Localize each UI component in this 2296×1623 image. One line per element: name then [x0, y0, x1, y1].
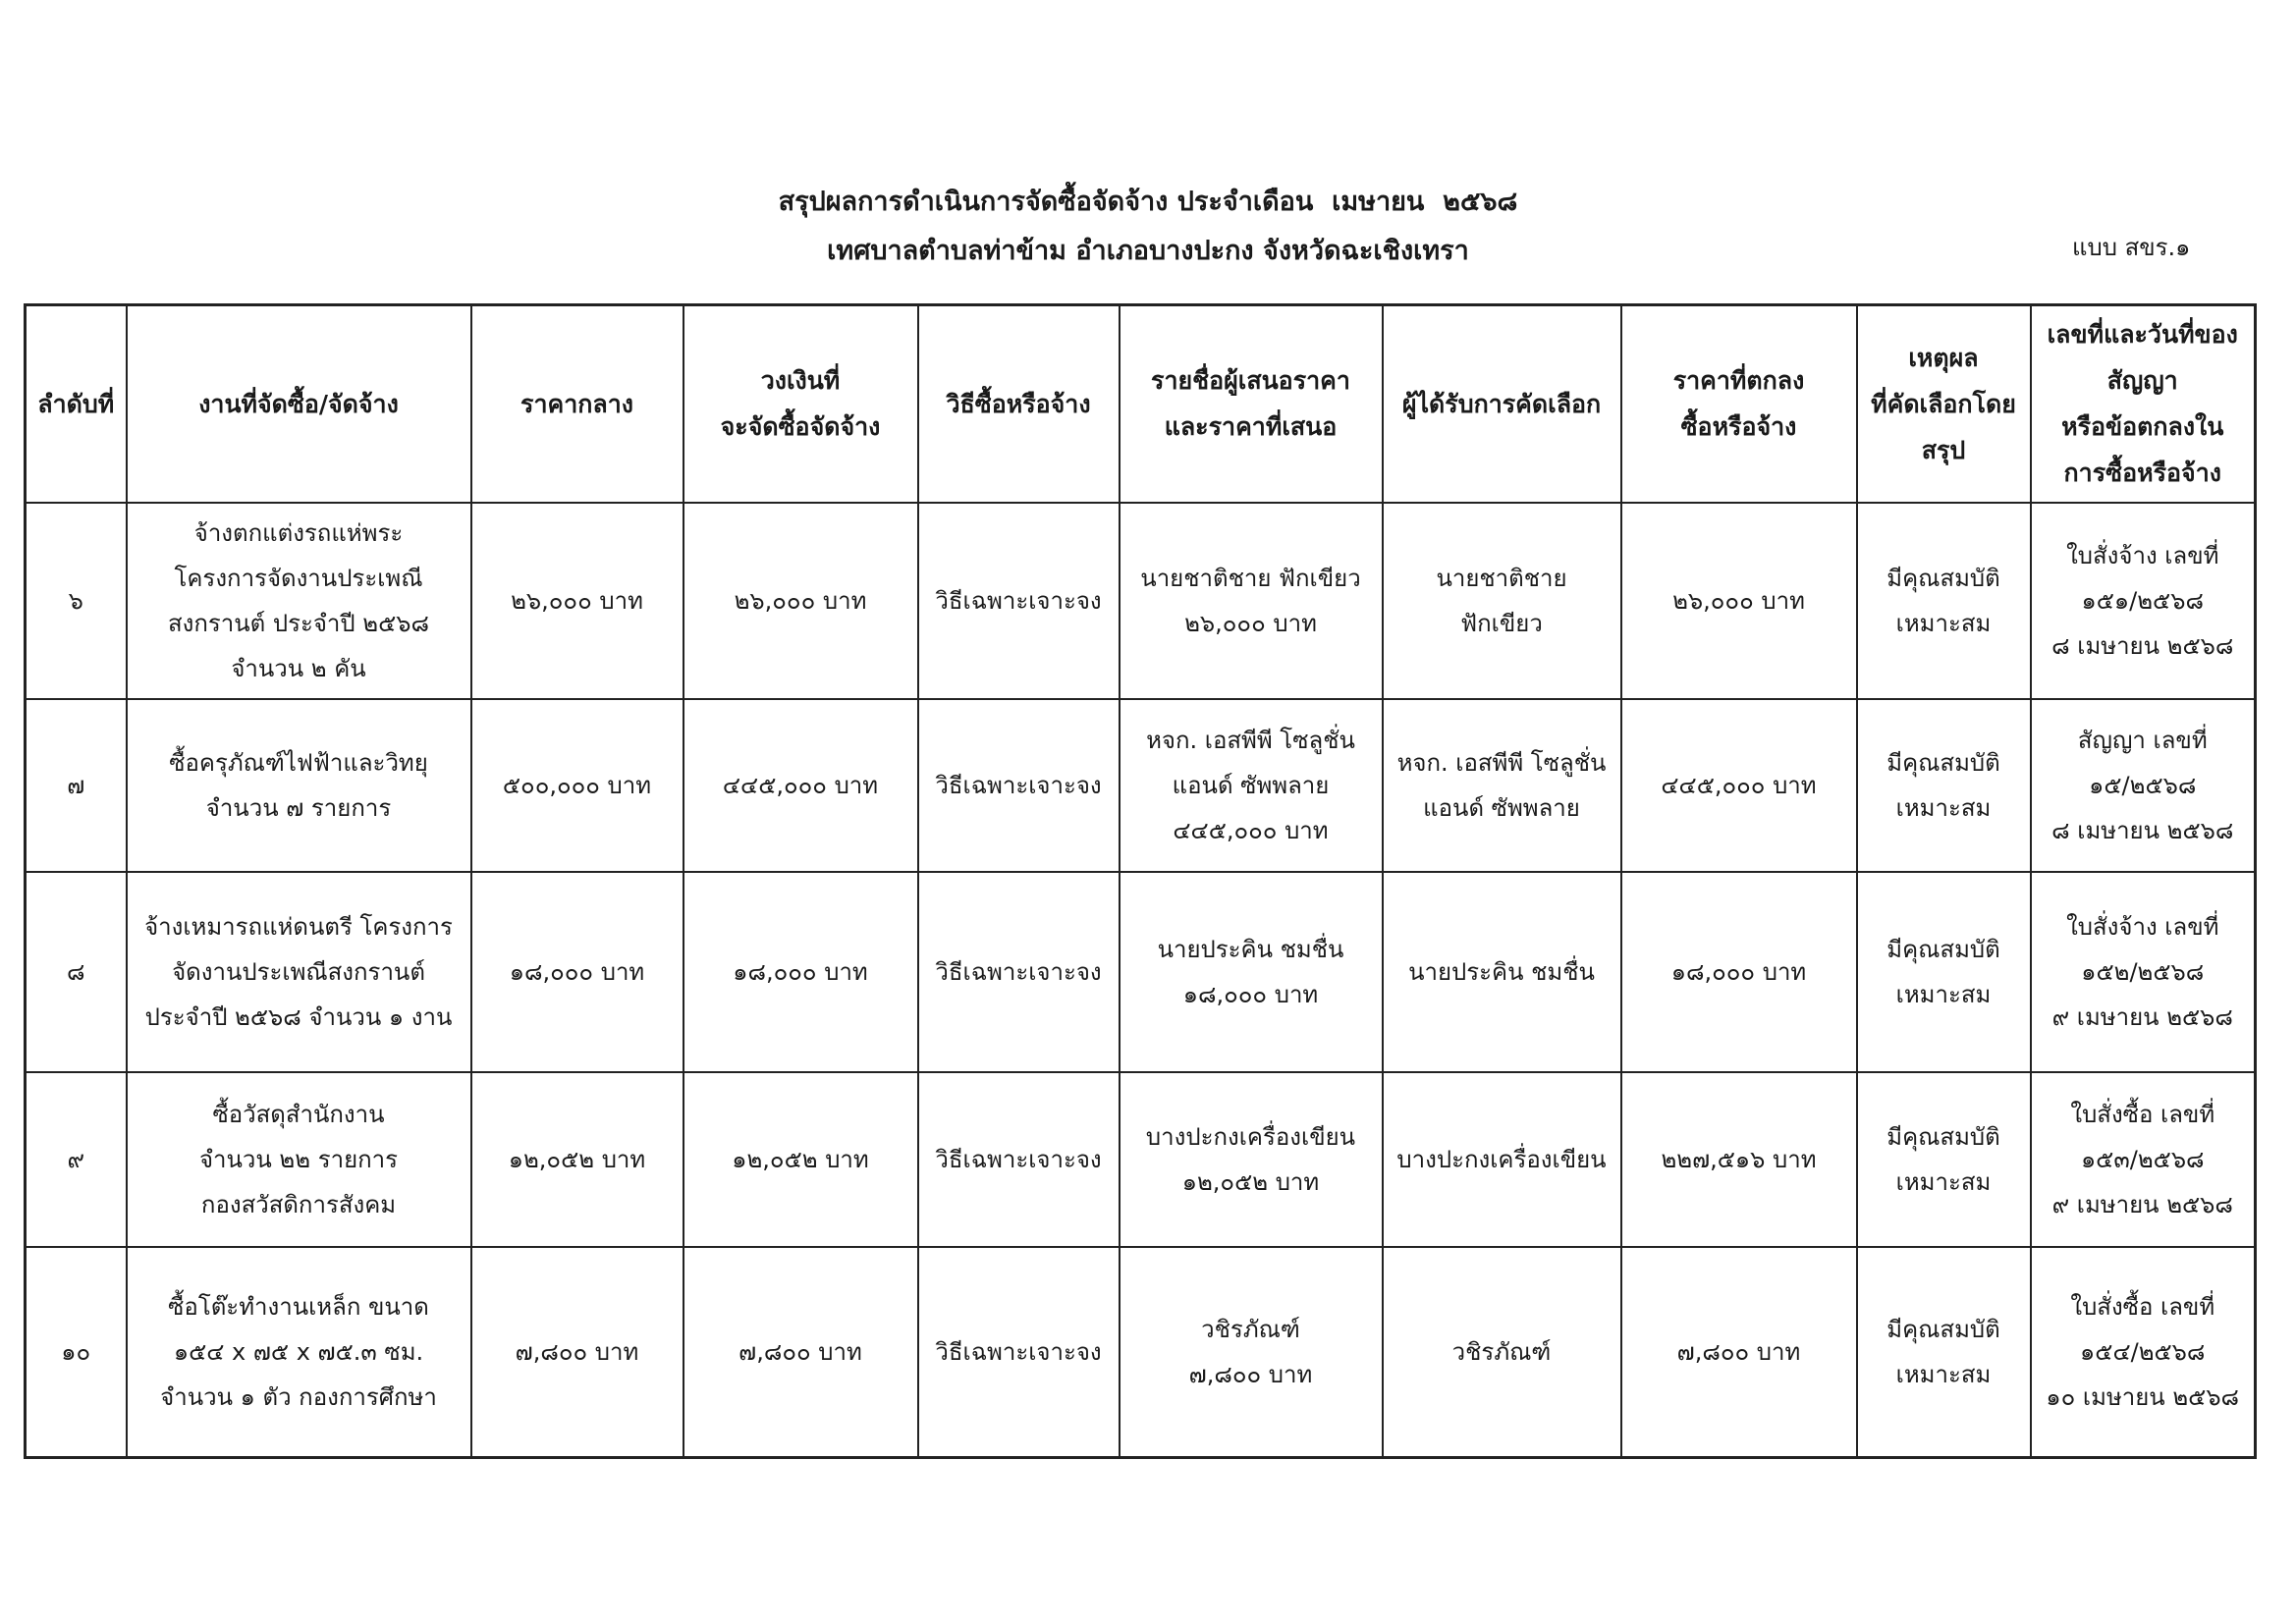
cell-agreed-price: ๔๔๕,๐๐๐ บาท: [1621, 699, 1857, 872]
procurement-table: [24, 303, 2257, 1459]
column-header-selected: ผู้ได้รับการคัดเลือก: [1383, 305, 1621, 503]
cell-ref-price: ๗,๘๐๐ บาท: [471, 1247, 683, 1458]
cell-item: ซื้อโต๊ะทำงานเหล็ก ขนาด ๑๕๔ x ๗๕ x ๗๕.๓ ซม. จำนวน ๑ ตัว กองการศึกษา: [127, 1247, 471, 1458]
cell-no: ๙: [26, 1072, 127, 1247]
cell-reason: มีคุณสมบัติ เหมาะสม: [1857, 872, 2031, 1072]
page-title: สรุปผลการดำเนินการจัดซื้อจัดจ้าง ประจำเดือน เมษายน ๒๕๖๘: [778, 187, 1518, 217]
table-row: [26, 503, 2256, 699]
cell-bidders: บางปะกงเครื่องเขียน ๑๒,๐๕๒ บาท: [1120, 1072, 1383, 1247]
column-header-bidders: รายชื่อผู้เสนอราคา และราคาที่เสนอ: [1120, 305, 1383, 503]
cell-no: ๑๐: [26, 1247, 127, 1458]
table-row: [26, 1072, 2256, 1247]
cell-budget: ๑๒,๐๕๒ บาท: [683, 1072, 918, 1247]
table-row: [26, 1247, 2256, 1458]
cell-budget: ๒๖,๐๐๐ บาท: [683, 503, 918, 699]
cell-agreed-price: ๒๖,๐๐๐ บาท: [1621, 503, 1857, 699]
cell-item: จ้างเหมารถแห่ดนตรี โครงการ จัดงานประเพณีสงกรานต์ ประจำปี ๒๕๖๘ จำนวน ๑ งาน: [127, 872, 471, 1072]
column-header-item: งานที่จัดซื้อ/จัดจ้าง: [127, 305, 471, 503]
column-header-contract: เลขที่และวันที่ของ สัญญา หรือข้อตกลงใน การซื้อหรือจ้าง: [2031, 305, 2256, 503]
cell-contract: ใบสั่งจ้าง เลขที่ ๑๕๒/๒๕๖๘ ๙ เมษายน ๒๕๖๘: [2031, 872, 2256, 1072]
cell-selected: บางปะกงเครื่องเขียน: [1383, 1072, 1621, 1247]
cell-method: วิธีเฉพาะเจาะจง: [918, 503, 1120, 699]
cell-no: ๘: [26, 872, 127, 1072]
cell-budget: ๗,๘๐๐ บาท: [683, 1247, 918, 1458]
table-row: [26, 872, 2256, 1072]
table-header-row: [26, 305, 2256, 503]
cell-contract: ใบสั่งซื้อ เลขที่ ๑๕๔/๒๕๖๘ ๑๐ เมษายน ๒๕๖๘: [2031, 1247, 2256, 1458]
cell-method: วิธีเฉพาะเจาะจง: [918, 872, 1120, 1072]
cell-selected: นายชาติชาย ฟักเขียว: [1383, 503, 1621, 699]
cell-agreed-price: ๒๒๗,๕๑๖ บาท: [1621, 1072, 1857, 1247]
cell-contract: ใบสั่งจ้าง เลขที่ ๑๕๑/๒๕๖๘ ๘ เมษายน ๒๕๖๘: [2031, 503, 2256, 699]
cell-selected: นายประคิน ชมชื่น: [1383, 872, 1621, 1072]
cell-reason: มีคุณสมบัติ เหมาะสม: [1857, 699, 2031, 872]
cell-method: วิธีเฉพาะเจาะจง: [918, 699, 1120, 872]
form-code: แบบ สขร.๑: [2072, 234, 2191, 261]
cell-reason: มีคุณสมบัติ เหมาะสม: [1857, 503, 2031, 699]
cell-bidders: วชิรภัณฑ์ ๗,๘๐๐ บาท: [1120, 1247, 1383, 1458]
cell-ref-price: ๑๒,๐๕๒ บาท: [471, 1072, 683, 1247]
table-row: [26, 699, 2256, 872]
cell-reason: มีคุณสมบัติ เหมาะสม: [1857, 1072, 2031, 1247]
cell-ref-price: ๕๐๐,๐๐๐ บาท: [471, 699, 683, 872]
cell-no: ๖: [26, 503, 127, 699]
cell-budget: ๔๔๕,๐๐๐ บาท: [683, 699, 918, 872]
cell-method: วิธีเฉพาะเจาะจง: [918, 1072, 1120, 1247]
cell-ref-price: ๑๘,๐๐๐ บาท: [471, 872, 683, 1072]
cell-selected: วชิรภัณฑ์: [1383, 1247, 1621, 1458]
cell-no: ๗: [26, 699, 127, 872]
cell-bidders: นายชาติชาย ฟักเขียว ๒๖,๐๐๐ บาท: [1120, 503, 1383, 699]
cell-contract: ใบสั่งซื้อ เลขที่ ๑๕๓/๒๕๖๘ ๙ เมษายน ๒๕๖๘: [2031, 1072, 2256, 1247]
column-header-no: ลำดับที่: [26, 305, 127, 503]
cell-item: ซื้อครุภัณฑ์ไฟฟ้าและวิทยุ จำนวน ๗ รายการ: [127, 699, 471, 872]
cell-reason: มีคุณสมบัติ เหมาะสม: [1857, 1247, 2031, 1458]
cell-contract: สัญญา เลขที่ ๑๕/๒๕๖๘ ๘ เมษายน ๒๕๖๘: [2031, 699, 2256, 872]
cell-item: ซื้อวัสดุสำนักงาน จำนวน ๒๒ รายการ กองสวัสดิการสังคม: [127, 1072, 471, 1247]
cell-selected: หจก. เอสพีพี โซลูชั่น แอนด์ ซัพพลาย: [1383, 699, 1621, 872]
page-subtitle: เทศบาลตำบลท่าข้าม อำเภอบางปะกง จังหวัดฉะเชิงเทรา: [827, 236, 1469, 266]
column-header-reason: เหตุผล ที่คัดเลือกโดย สรุป: [1857, 305, 2031, 503]
column-header-ref-price: ราคากลาง: [471, 305, 683, 503]
column-header-budget: วงเงินที่ จะจัดซื้อจัดจ้าง: [683, 305, 918, 503]
cell-agreed-price: ๗,๘๐๐ บาท: [1621, 1247, 1857, 1458]
cell-item: จ้างตกแต่งรถแห่พระ โครงการจัดงานประเพณี สงกรานต์ ประจำปี ๒๕๖๘ จำนวน ๒ คัน: [127, 503, 471, 699]
cell-bidders: หจก. เอสพีพี โซลูชั่น แอนด์ ซัพพลาย ๔๔๕,๐๐๐ บาท: [1120, 699, 1383, 872]
cell-method: วิธีเฉพาะเจาะจง: [918, 1247, 1120, 1458]
cell-budget: ๑๘,๐๐๐ บาท: [683, 872, 918, 1072]
cell-bidders: นายประคิน ชมชื่น ๑๘,๐๐๐ บาท: [1120, 872, 1383, 1072]
cell-agreed-price: ๑๘,๐๐๐ บาท: [1621, 872, 1857, 1072]
cell-ref-price: ๒๖,๐๐๐ บาท: [471, 503, 683, 699]
column-header-agreed-price: ราคาที่ตกลง ซื้อหรือจ้าง: [1621, 305, 1857, 503]
column-header-method: วิธีซื้อหรือจ้าง: [918, 305, 1120, 503]
